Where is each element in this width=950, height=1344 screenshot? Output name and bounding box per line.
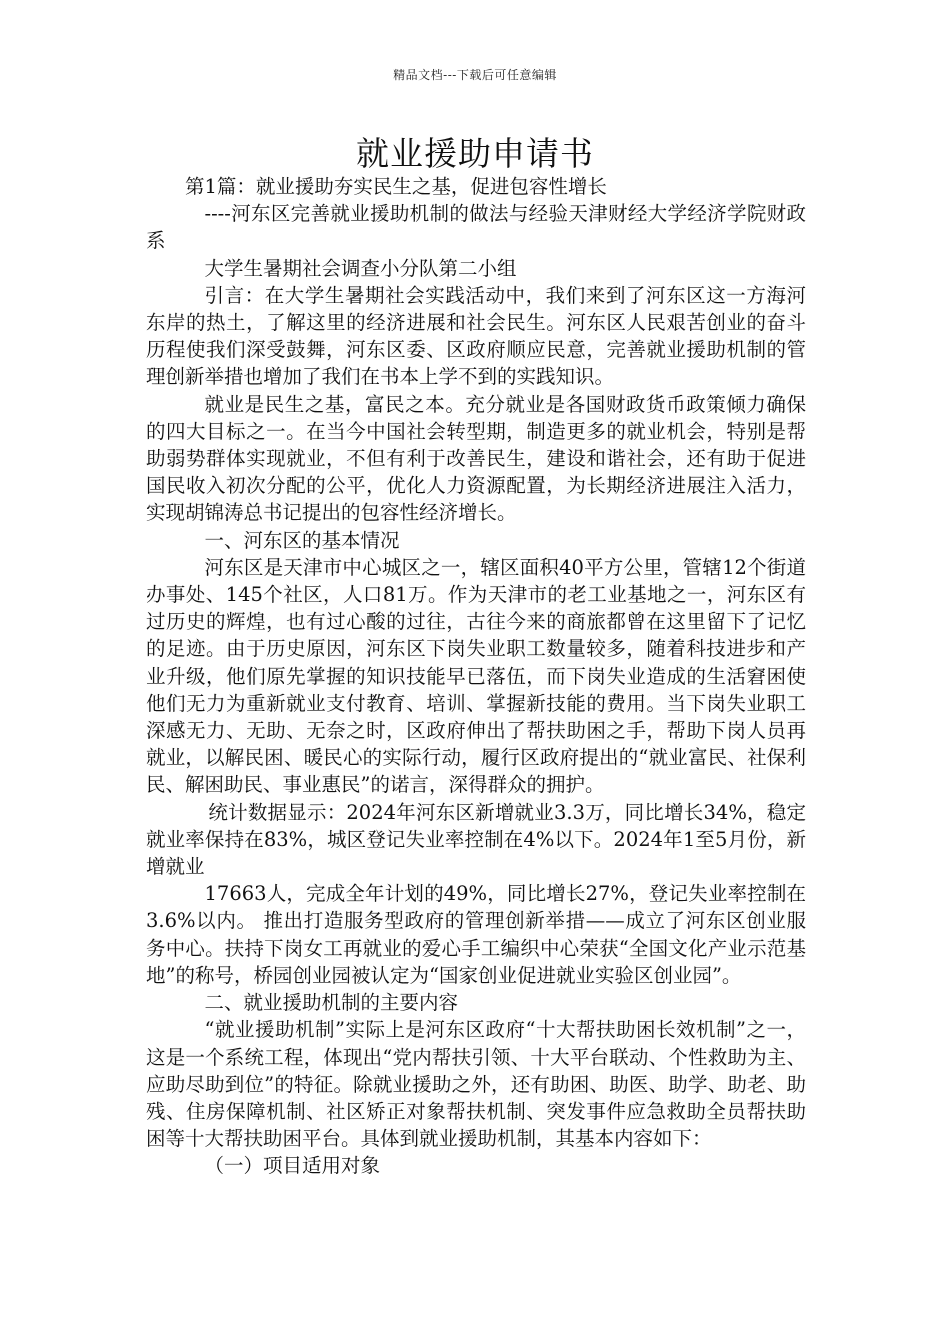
team-line: 大学生暑期社会调查小分队第二小组: [204, 256, 517, 280]
page-header-note: 精品文档---下载后可任意编辑: [393, 68, 557, 82]
body-paragraph: 17663人，完成全年计划的49%，同比增长27%，登记失业率控制在3.6%以内。 推出打造服务型政府的管理创新举措——成立了河东区创业服务中心。扶持下岗女工再就业的爱心手工编织中心荣获“全国文化产业示范基地”的称号，桥园创业园被认定为“国家创业促进就业实验区创业园”。: [146, 882, 806, 987]
body-paragraph: 河东区是天津市中心城区之一，辖区面积40平方公里，管辖12个街道办事处、145个社区，人口81万。作为天津市的老工业基地之一，河东区有过历史的辉煌，也有过心酸的过往，古往今来的商旅都曾在这里留下了记忆的足迹。由于历史原因，河东区下岗失业职工数量较多，随着科技进步和产业升级，他们原先掌握的知识技能早已落伍，而下岗失业造成的生活窘困使他们无力为重新就业支付教育、培训、掌握新技能的费用。当下岗失业职工深感无力、无助、无奈之时，区政府伸出了帮扶助困之手，帮助下岗人员再就业，以解民困、暖民心的实际行动，履行区政府提出的“就业富民、社保利民、解困助民、事业惠民”的诺言，深得群众的拥护。: [146, 555, 806, 797]
document-body: [146, 173, 806, 1180]
intro-paragraph: 引言：在大学生暑期社会实践活动中，我们来到了河东区这一方海河东岸的热土，了解这里的经济进展和社会民生。河东区人民艰苦创业的奋斗历程使我们深受鼓舞，河东区委、区政府顺应民意，完善就业援助机制的管理创新举措也增加了我们在书本上学不到的实践知识。: [146, 283, 806, 389]
body-paragraph: “就业援助机制”实际上是河东区政府“十大帮扶助困长效机制”之一，这是一个系统工程，体现出“党内帮扶引领、十大平台联动、个性救助为主、应助尽助到位”的特征。除就业援助之外，还有助困、助医、助学、助老、助残、住房保障机制、社区矫正对象帮扶机制、突发事件应急救助全员帮扶助困等十大帮扶助困平台。具体到就业援助机制，其基本内容如下：: [146, 1018, 806, 1151]
document-title: 就业援助申请书: [356, 134, 594, 173]
subtitle-line: ----河东区完善就业援助机制的做法与经验天津财经大学经济学院财政系: [146, 202, 806, 253]
statistics-paragraph: 统计数据显示：2024年河东区新增就业3.3万，同比增长34%，稳定就业率保持在83%，城区登记失业率控制在4%以下。2024年1至5月份，新增就业: [146, 800, 806, 879]
body-paragraph: 就业是民生之基，富民之本。充分就业是各国财政货币政策倾力确保的四大目标之一。在当今中国社会转型期，制造更多的就业机会，特别是帮助弱势群体实现就业，不但有利于改善民生，建设和谐社会，还有助于促进国民收入初次分配的公平，优化人力资源配置，为长期经济进展注入活力，实现胡锦涛总书记提出的包容性经济增长。: [146, 392, 806, 525]
subsection-heading: （一）项目适用对象: [204, 1154, 381, 1178]
section-heading-1: 一、河东区的基本情况: [204, 528, 400, 552]
chapter-heading: 第1篇：就业援助夯实民生之基，促进包容性增长: [185, 175, 607, 198]
section-heading-2: 二、就业援助机制的主要内容: [204, 991, 459, 1015]
